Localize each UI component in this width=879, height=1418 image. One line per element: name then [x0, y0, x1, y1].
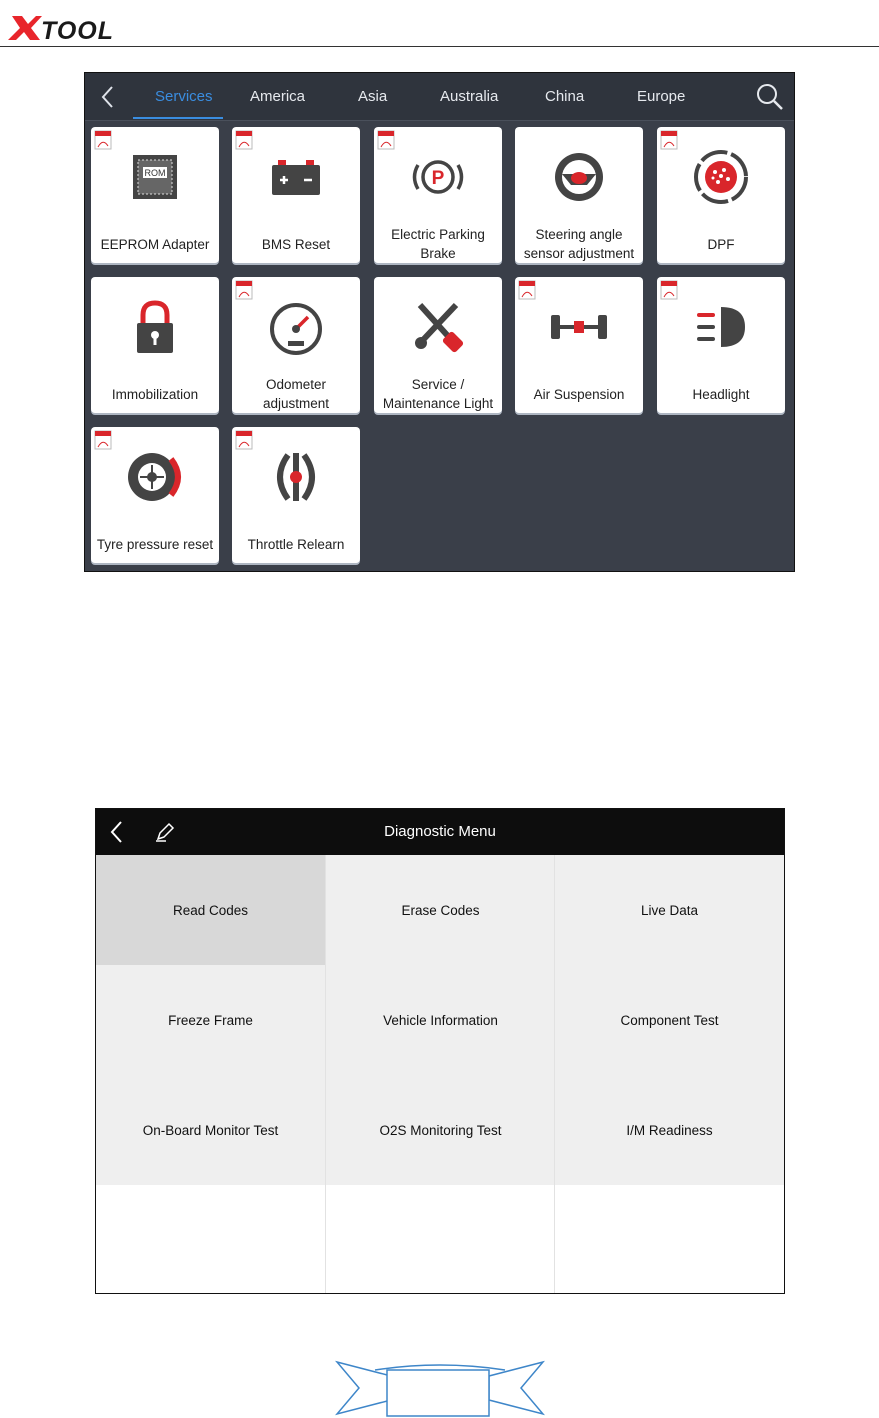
pdf-icon: [94, 430, 112, 450]
page-footer-ribbon: [335, 1358, 545, 1418]
tab-australia[interactable]: Australia: [440, 88, 499, 105]
pdf-icon: [377, 130, 395, 150]
pdf-icon: [660, 280, 678, 300]
tyre-icon: [125, 447, 185, 507]
menu-item-component-test[interactable]: Component Test: [555, 965, 784, 1075]
menu-item-read-codes[interactable]: Read Codes: [96, 855, 325, 965]
svg-text:TOOL: TOOL: [41, 17, 114, 45]
parking-brake-icon: [408, 147, 468, 207]
throttle-icon: [266, 447, 326, 507]
tile-label: Steering angle sensor adjustment: [523, 227, 635, 261]
dpf-filter-icon: [691, 147, 751, 207]
rom-chip-icon: [125, 147, 185, 207]
tile-label: Throttle Relearn: [247, 536, 345, 552]
xtool-logo: [8, 10, 138, 46]
tile-odometer-adjustment[interactable]: [232, 277, 360, 413]
tab-china[interactable]: China: [545, 88, 585, 105]
column-divider: [554, 855, 555, 1293]
tab-asia[interactable]: Asia: [358, 88, 388, 105]
search-icon[interactable]: [755, 82, 785, 112]
tab-services[interactable]: Services: [155, 88, 213, 105]
column-divider: [325, 855, 326, 1293]
tile-label: Service / Maintenance Light: [382, 377, 494, 411]
tab-america[interactable]: America: [250, 88, 306, 105]
tile-bms-reset[interactable]: [232, 127, 360, 263]
wrench-screwdriver-icon: [408, 297, 468, 357]
tile-electric-parking-brake[interactable]: [374, 127, 502, 263]
tile-eeprom-adapter[interactable]: [91, 127, 219, 263]
tile-label: Odometer adjustment: [262, 377, 330, 411]
steering-wheel-icon: [549, 147, 609, 207]
tile-label: Immobilization: [111, 386, 199, 402]
odometer-icon: [266, 297, 326, 357]
tile-label: DPF: [707, 236, 735, 252]
svg-text:ROM: ROM: [144, 168, 166, 178]
special-functions-screen: [84, 72, 795, 572]
pdf-icon: [518, 280, 536, 300]
battery-icon: [266, 147, 326, 207]
pdf-icon: [235, 130, 253, 150]
diagnostic-menu-titlebar: [96, 809, 784, 855]
pdf-icon: [235, 430, 253, 450]
tile-immobilization[interactable]: [91, 277, 219, 413]
menu-item-live-data[interactable]: Live Data: [555, 855, 784, 965]
back-arrow-icon[interactable]: [95, 83, 121, 111]
tile-tyre-pressure-reset[interactable]: [91, 427, 219, 563]
tile-label: Electric Parking Brake: [391, 227, 485, 261]
pdf-icon: [94, 130, 112, 150]
tile-steering-angle-sensor[interactable]: [515, 127, 643, 263]
active-tab-indicator: [133, 117, 223, 119]
diagnostic-menu-screen: [95, 808, 785, 1294]
special-functions-topbar: [85, 73, 794, 121]
header-divider: [0, 46, 879, 47]
menu-item-o2s-monitoring-test[interactable]: O2S Monitoring Test: [326, 1075, 555, 1185]
svg-text:P: P: [431, 168, 445, 189]
menu-item-vehicle-information[interactable]: Vehicle Information: [326, 965, 555, 1075]
menu-item-on-board-monitor-test[interactable]: On-Board Monitor Test: [96, 1075, 325, 1185]
tile-air-suspension[interactable]: [515, 277, 643, 413]
padlock-icon: [125, 297, 185, 357]
menu-item-freeze-frame[interactable]: Freeze Frame: [96, 965, 325, 1075]
menu-item-im-readiness[interactable]: I/M Readiness: [555, 1075, 784, 1185]
tile-headlight[interactable]: [657, 277, 785, 413]
tile-service-maintenance-light[interactable]: [374, 277, 502, 413]
page-title: Diagnostic Menu: [384, 823, 496, 840]
pdf-icon: [235, 280, 253, 300]
tile-label: Tyre pressure reset: [96, 536, 214, 552]
menu-item-erase-codes[interactable]: Erase Codes: [326, 855, 555, 965]
headlight-icon: [691, 297, 751, 357]
axle-icon: [549, 297, 609, 357]
tile-label: Air Suspension: [533, 386, 625, 402]
tab-europe[interactable]: Europe: [637, 88, 686, 105]
pdf-icon: [660, 130, 678, 150]
tile-throttle-relearn[interactable]: [232, 427, 360, 563]
tile-dpf[interactable]: [657, 127, 785, 263]
tile-label: BMS Reset: [261, 236, 331, 252]
tile-label: Headlight: [692, 386, 750, 402]
tile-label: EEPROM Adapter: [100, 236, 210, 252]
